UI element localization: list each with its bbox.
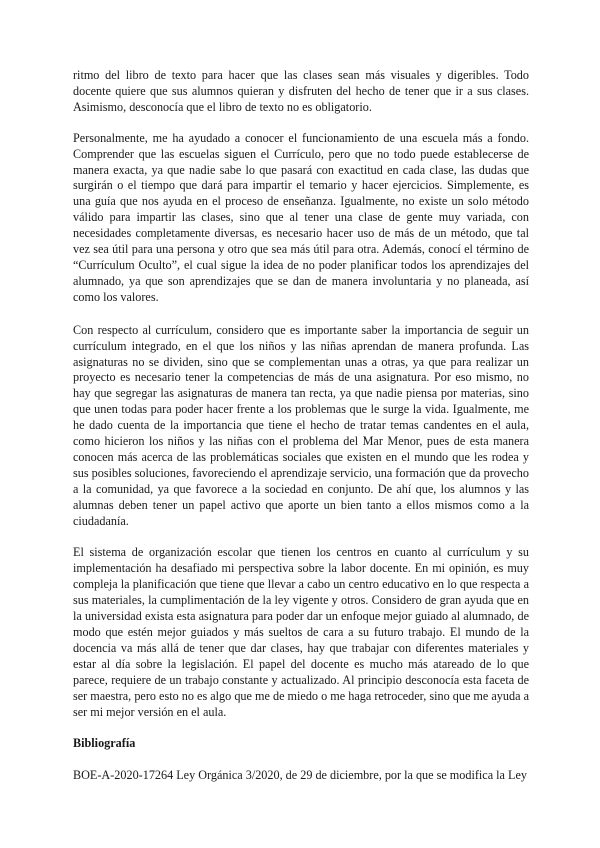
paragraph-curriculum: Con respecto al currículum, considero que es importante saber la importancia de seguir un currículum integrado, en el que los niños y las niñas aprendan de manera profunda. Las asignaturas no se dividen, sino que se complementan unas a otras, ya que para realizar un proyecto es necesario tener la competencias de más de una asignatura. Por eso mismo, no hay que segregar las asignaturas de manera tan recta, ya que nadie piensa por materias, sino que unen todas para poder hacer frente a los problemas que le surge la vida. Igualmente, me he dado cuenta de la importancia que tiene el hecho de tratar temas candentes en el aula, como hicieron los niños y las niñas con el problema del Mar Menor, pues de esta manera conocen más acerca de las problemáticas sociales que existen en el mundo que les rodea y sus posibles soluciones, favoreciendo el aprendizaje servicio, una formación que da provecho a la comunidad, ya que favorece a la sociedad en conjunto. De ahí que, los alumnos y las alumnas deben tener un papel activo que aporte un bien tanto a ellos mismos como a la ciudadanía. <box>73 322 529 528</box>
bibliography-entry: BOE-A-2020-17264 Ley Orgánica 3/2020, de 29 de diciembre, por la que se modifica la Ley <box>73 768 527 783</box>
bibliography-heading: Bibliografía <box>73 736 136 751</box>
paragraph-school-organization: El sistema de organización escolar que tienen los centros en cuanto al currículum y su implementación ha desafiado mi perspectiva sobre la labor docente. En mi opinión, es muy compleja la planificación que tiene que llevar a cabo un centro educativo en lo que respecta a sus materiales, la cumplimentación de la ley vigente y otros. Considero de gran ayuda que en la universidad exista esta asignatura para poder dar un enfoque mejor guiado al alumnado, de modo que estén mejor guiados y más sueltos de cara a su futuro trabajo. El mundo de la docencia va más allá de tener que dar clases, hay que trabajar con diferentes materiales y estar al día sobre la legislación. El papel del docente es mucho más atareado de lo que parece, requiere de un trabajo constante y actualizado. Al principio desconocía esta faceta de ser maestra, pero esto no es algo que me de miedo o me haga retroceder, sino que me ayuda a ser mi mejor versión en el aula. <box>73 545 529 719</box>
paragraph-personal-reflection: Personalmente, me ha ayudado a conocer el funcionamiento de una escuela más a fondo. Comprender que las escuelas siguen el Currículo, pero que no todo puede establecerse de manera exacta, ya que nadie sabe lo que pasará con exactitud en cada clase, las dudas que surgirán o el tiempo que dará para impartir el temario y hacer ejercicios. Simplemente, es una guía que nos ayuda en el proceso de enseñanza. Igualmente, no existe un solo método válido para impartir las clases, sino que al tener una clase de gente muy variada, con necesidades completamente diversas, es necesario hacer uso de más de un método, que tal vez sea útil para una persona y otro que sea más útil para otra. Además, conocí el término de “Currículum Oculto”, el cual sigue la idea de no poder planificar todos los aprendizajes del alumnado, ya que son aprendizajes que se dan de manera involuntaria y no planeada, así como los valores. <box>73 130 529 304</box>
paragraph-textbook: ritmo del libro de texto para hacer que las clases sean más visuales y digeribles. Todo docente quiere que sus alumnos quieran y disfruten del hecho de tener que ir a sus clases. Asimismo, desconocía que el libro de texto no es obligatorio. <box>73 68 529 114</box>
document-page <box>73 68 529 784</box>
